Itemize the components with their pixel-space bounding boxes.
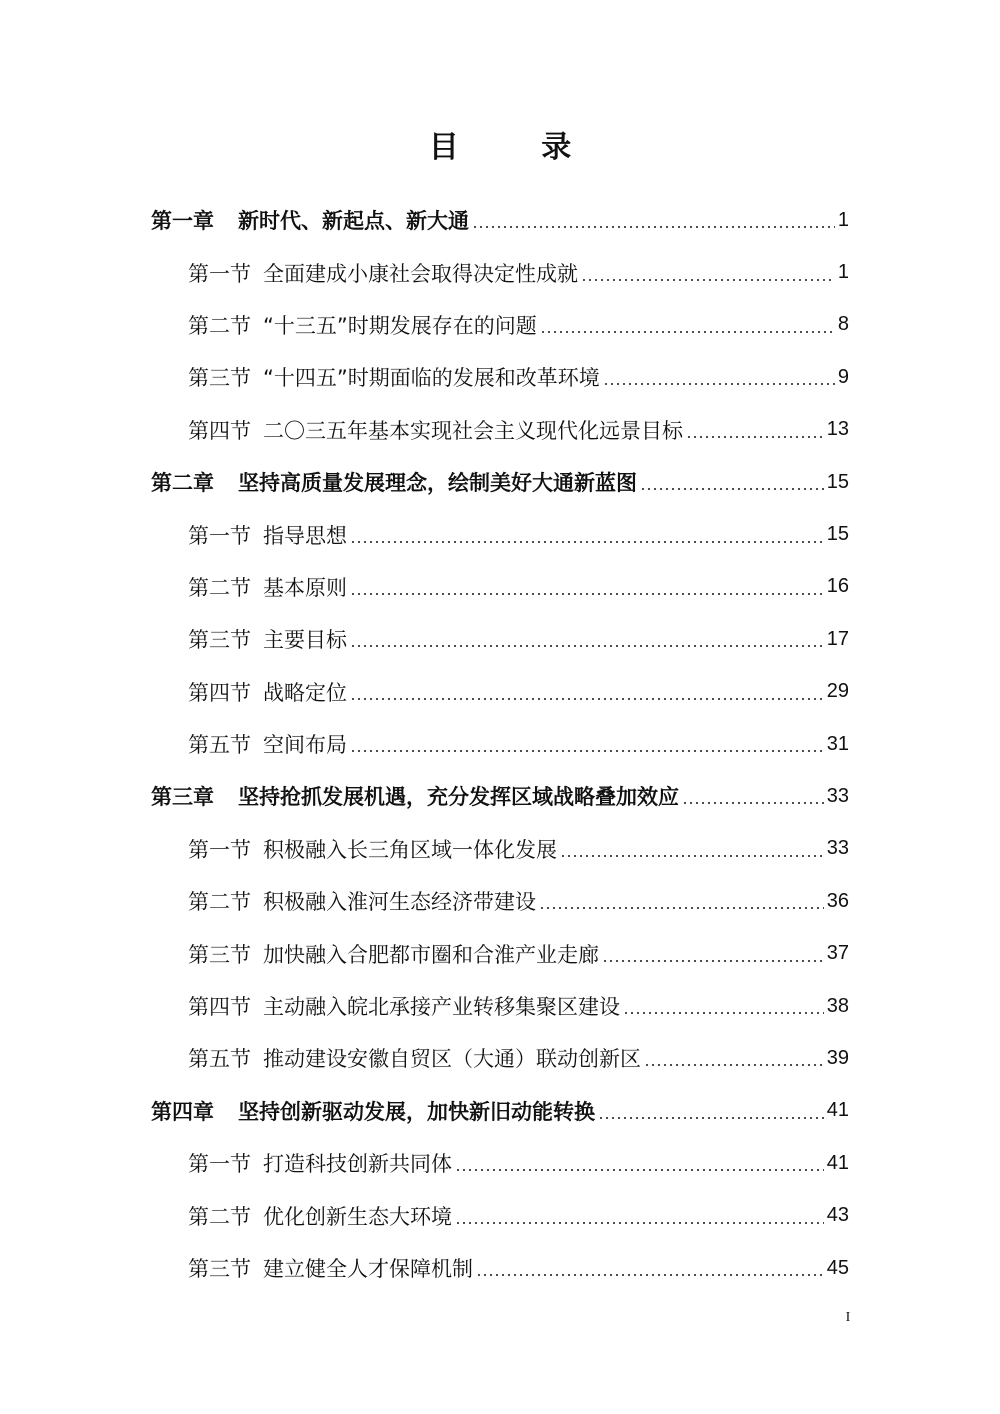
- toc-section-entry[interactable]: [0, 561, 849, 613]
- dot-leader: [350, 698, 824, 700]
- toc-section-entry[interactable]: [0, 980, 849, 1032]
- dot-leader: [602, 960, 824, 962]
- dot-leader: [603, 383, 835, 385]
- entry-number: 第四章: [151, 1098, 214, 1124]
- entry-title: 坚持高质量发展理念，绘制美好大通新蓝图: [238, 470, 637, 496]
- toc-section-entry[interactable]: [0, 1189, 849, 1241]
- toc-section-entry[interactable]: [0, 823, 849, 875]
- entry-title: 积极融入长三角区域一体化发展: [263, 837, 557, 862]
- entry-page-number: 37: [826, 942, 849, 965]
- entry-page-number: 29: [826, 680, 849, 703]
- entry-page-number: 41: [826, 1099, 849, 1122]
- entry-page-number: 41: [826, 1151, 849, 1174]
- dot-leader: [644, 1064, 824, 1066]
- toc-section-entry[interactable]: [0, 351, 849, 403]
- entry-title: 坚持抢抓发展机遇，充分发挥区域战略叠加效应: [238, 784, 679, 810]
- entry-title: 打造科技创新共同体: [263, 1152, 452, 1177]
- dot-leader: [476, 1274, 824, 1276]
- entry-page-number: 38: [826, 994, 849, 1017]
- entry-page-number: 8: [837, 313, 849, 336]
- toc-section-entry[interactable]: [0, 613, 849, 665]
- entry-number: 第二节: [188, 1204, 251, 1229]
- entry-title: 指导思想: [263, 523, 347, 548]
- entry-page-number: 43: [826, 1204, 849, 1227]
- toc-section-entry[interactable]: [0, 299, 849, 351]
- entry-number: 第一章: [151, 208, 214, 234]
- dot-leader: [540, 331, 835, 333]
- dot-leader: [455, 1222, 824, 1224]
- dot-leader: [640, 488, 824, 490]
- entry-page-number: 45: [826, 1256, 849, 1279]
- toc-section-entry[interactable]: [0, 1137, 849, 1189]
- entry-title: 积极融入淮河生态经济带建设: [263, 890, 536, 915]
- entry-number: 第四节: [188, 680, 251, 705]
- entry-number: 第一节: [188, 837, 251, 862]
- entry-page-number: 13: [826, 418, 849, 441]
- toc-chapter-entry[interactable]: [0, 456, 849, 508]
- dot-leader: [539, 907, 824, 909]
- toc-chapter-entry[interactable]: [0, 194, 849, 246]
- entry-number: 第三节: [188, 942, 251, 967]
- entry-title: 建立健全人才保障机制: [263, 1257, 473, 1281]
- entry-title: 主要目标: [263, 628, 347, 653]
- dot-leader: [598, 1117, 824, 1119]
- entry-page-number: 36: [826, 889, 849, 912]
- entry-title: 加快融入合肥都市圈和合淮产业走廊: [263, 942, 599, 967]
- entry-number: 第五节: [188, 733, 251, 758]
- entry-title: “十三五”时期发展存在的问题: [263, 313, 537, 338]
- entry-number: 第三节: [188, 628, 251, 653]
- toc-chapter-entry[interactable]: [0, 1085, 849, 1137]
- toc-list: [0, 194, 1000, 1294]
- entry-number: 第一节: [188, 523, 251, 548]
- toc-section-entry[interactable]: [0, 927, 849, 979]
- entry-title: 坚持创新驱动发展，加快新旧动能转换: [238, 1098, 595, 1124]
- entry-number: 第二章: [151, 470, 214, 496]
- entry-title: 优化创新生态大环境: [263, 1204, 452, 1229]
- page-number: I: [845, 1310, 851, 1325]
- entry-number: 第四节: [188, 418, 251, 443]
- entry-number: 第二节: [188, 313, 251, 338]
- entry-number: 第三节: [188, 366, 251, 391]
- toc-section-entry[interactable]: [0, 1242, 849, 1294]
- toc-section-entry[interactable]: [0, 404, 849, 456]
- entry-title: “十四五”时期面临的发展和改革环境: [263, 366, 600, 391]
- toc-section-entry[interactable]: [0, 718, 849, 770]
- entry-title: 空间布局: [263, 733, 347, 758]
- entry-title: 推动建设安徽自贸区（大通）联动创新区: [263, 1047, 641, 1072]
- entry-page-number: 17: [826, 627, 849, 650]
- entry-number: 第五节: [188, 1047, 251, 1072]
- entry-number: 第一节: [188, 1152, 251, 1177]
- dot-leader: [350, 593, 824, 595]
- entry-number: 第三章: [151, 784, 214, 810]
- dot-leader: [455, 1169, 824, 1171]
- dot-leader: [350, 645, 824, 647]
- dot-leader: [682, 802, 824, 804]
- toc-section-entry[interactable]: [0, 1032, 849, 1084]
- entry-number: 第二节: [188, 575, 251, 600]
- entry-title: 基本原则: [263, 575, 347, 600]
- toc-section-entry[interactable]: [0, 508, 849, 560]
- toc-title: 目 录: [428, 130, 608, 165]
- entry-page-number: 9: [837, 365, 849, 388]
- entry-page-number: 16: [826, 575, 849, 598]
- entry-title: 全面建成小康社会取得决定性成就: [263, 261, 578, 286]
- dot-leader: [623, 1012, 824, 1014]
- dot-leader: [686, 436, 824, 438]
- entry-page-number: 39: [826, 1046, 849, 1069]
- entry-page-number: 33: [826, 784, 849, 807]
- toc-section-entry[interactable]: [0, 246, 849, 298]
- entry-number: 第一节: [188, 261, 251, 286]
- entry-number: 第二节: [188, 890, 251, 915]
- entry-page-number: 1: [837, 208, 849, 231]
- entry-page-number: 33: [826, 837, 849, 860]
- dot-leader: [472, 226, 835, 228]
- entry-title: 战略定位: [263, 680, 347, 705]
- entry-page-number: 1: [837, 261, 849, 284]
- dot-leader: [350, 541, 824, 543]
- entry-number: 第三节: [188, 1257, 251, 1281]
- entry-page-number: 15: [826, 523, 849, 546]
- dot-leader: [581, 279, 835, 281]
- toc-section-entry[interactable]: [0, 666, 849, 718]
- entry-title: 主动融入皖北承接产业转移集聚区建设: [263, 995, 620, 1020]
- entry-title: 二〇三五年基本实现社会主义现代化远景目标: [263, 418, 683, 443]
- toc-chapter-entry[interactable]: [0, 770, 849, 822]
- entry-page-number: 15: [826, 470, 849, 493]
- entry-number: 第四节: [188, 995, 251, 1020]
- entry-title: 新时代、新起点、新大通: [238, 208, 469, 234]
- entry-page-number: 31: [826, 732, 849, 755]
- dot-leader: [350, 750, 824, 752]
- dot-leader: [560, 855, 824, 857]
- toc-section-entry[interactable]: [0, 875, 849, 927]
